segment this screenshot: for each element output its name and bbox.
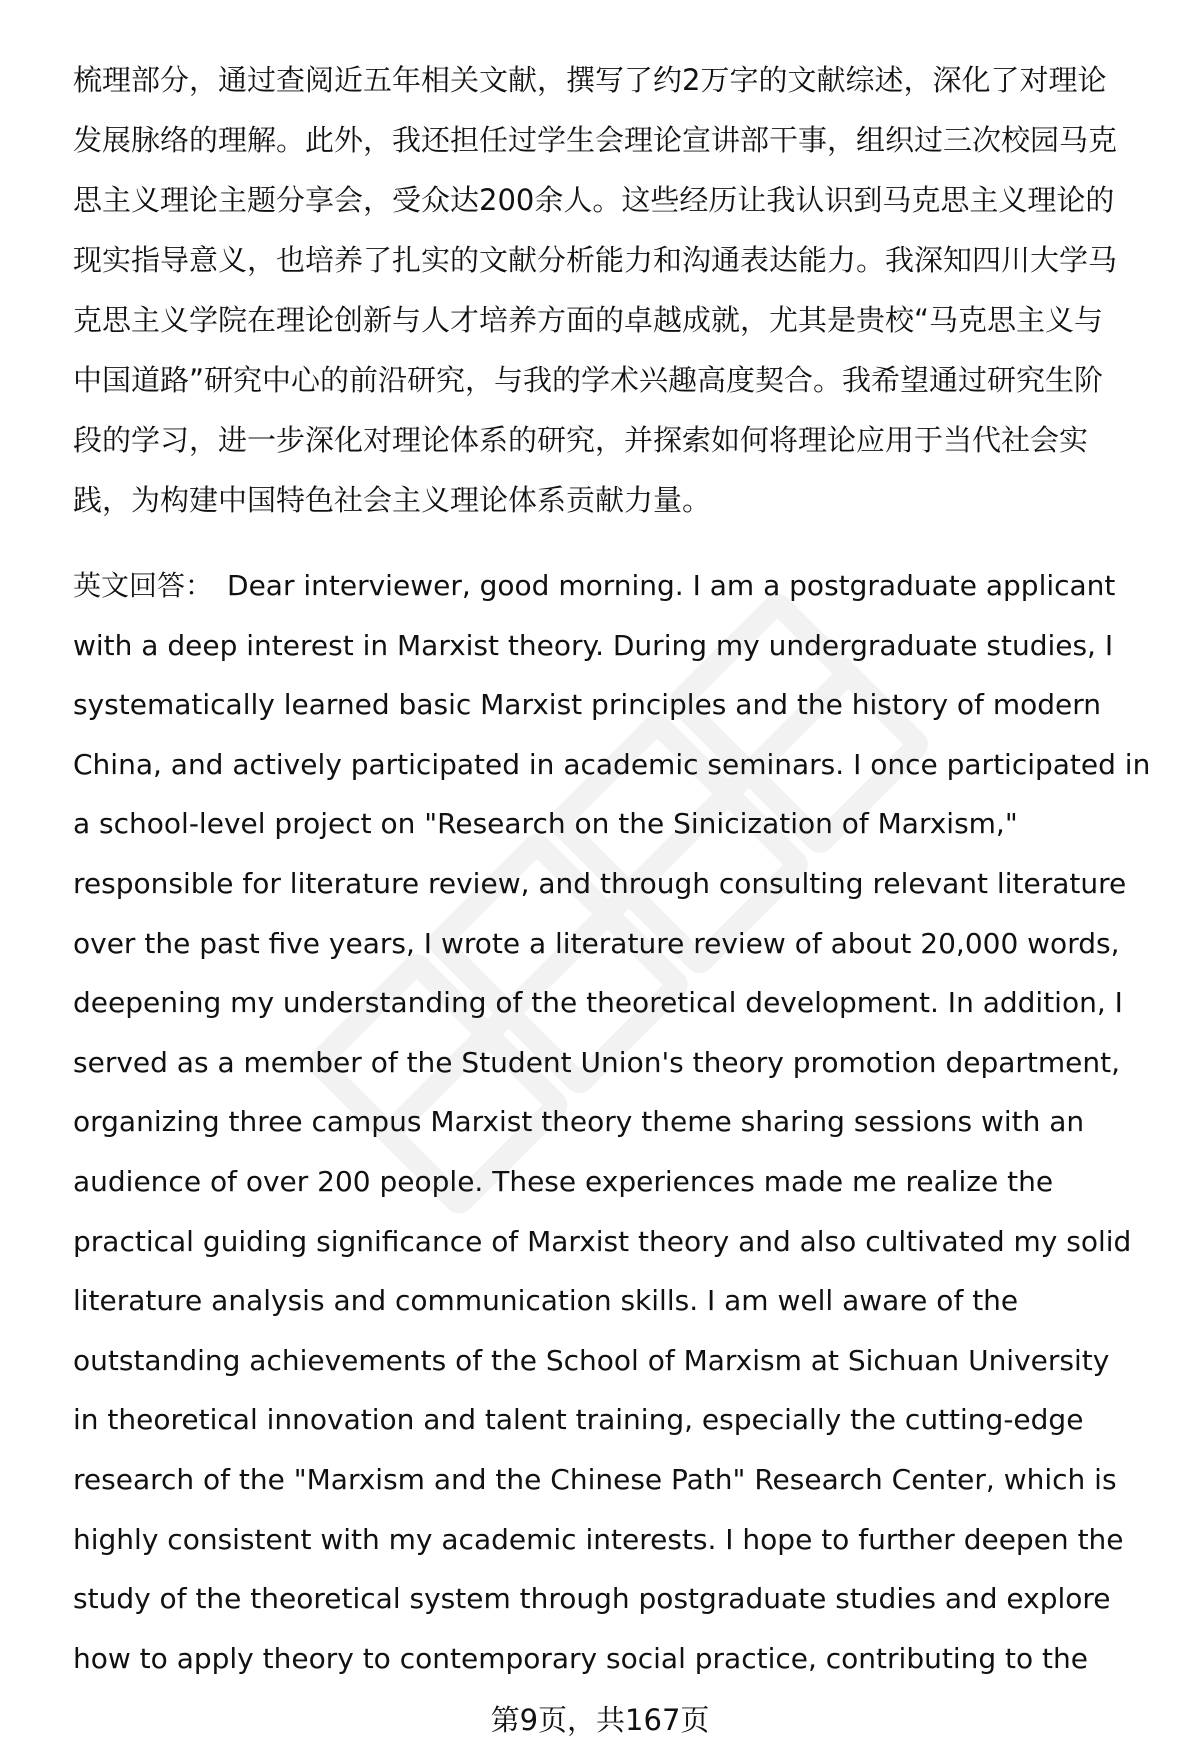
english-line: research of the "Marxism and the Chinese Path" Research Center, which is	[73, 1462, 1117, 1496]
english-answer-label: 英文回答：	[73, 569, 214, 602]
chinese-answer-paragraph	[73, 50, 1153, 530]
chinese-line: 梳理部分，通过查阅近五年相关文献，撰写了约2万字的文献综述，深化了对理论	[73, 63, 1107, 97]
english-line: study of the theoretical system through postgraduate studies and explore	[73, 1582, 1111, 1616]
chinese-line: 段的学习，进一步深化对理论体系的研究，并探索如何将理论应用于当代社会实	[73, 423, 1089, 457]
english-line: deepening my understanding of the theoretical development. In addition, I	[73, 986, 1123, 1020]
english-line: over the past five years, I wrote a literature review of about 20,000 words,	[73, 926, 1120, 960]
english-answer-paragraph	[73, 556, 1153, 1688]
english-line: systematically learned basic Marxist principles and the history of modern	[73, 688, 1101, 722]
chinese-line: 克思主义学院在理论创新与人才培养方面的卓越成就，尤其是贵校“马克思主义与	[73, 303, 1104, 337]
english-line: audience of over 200 people. These experiences made me realize the	[73, 1164, 1054, 1198]
english-first-line	[73, 556, 1153, 616]
chinese-line: 发展脉络的理解。此外，我还担任过学生会理论宣讲部干事，组织过三次校园马克	[73, 123, 1118, 157]
chinese-line: 中国道路”研究中心的前沿研究，与我的学术兴趣高度契合。我希望通过研究生阶	[73, 363, 1104, 397]
page-footer: 第9页，共167页	[490, 1703, 710, 1737]
chinese-line: 思主义理论主题分享会，受众达200余人。这些经历让我认识到马克思主义理论的	[73, 183, 1115, 217]
english-line: responsible for literature review, and through consulting relevant literature	[73, 866, 1127, 900]
english-line: a school-level project on "Research on the Sinicization of Marxism,"	[73, 807, 1018, 841]
chinese-line: 现实指导意义，也培养了扎实的文献分析能力和沟通表达能力。我深知四川大学马	[73, 243, 1118, 277]
english-line: how to apply theory to contemporary social practice, contributing to the	[73, 1641, 1088, 1675]
english-line: in theoretical innovation and talent training, especially the cutting-edge	[73, 1403, 1084, 1437]
english-line: China, and actively participated in academic seminars. I once participated in	[73, 747, 1151, 781]
english-line: with a deep interest in Marxist theory. During my undergraduate studies, I	[73, 628, 1114, 662]
english-line: practical guiding significance of Marxist theory and also cultivated my solid	[73, 1224, 1132, 1258]
chinese-line: 践，为构建中国特色社会主义理论体系贡献力量。	[73, 483, 712, 517]
english-line: outstanding achievements of the School of Marxism at Sichuan University	[73, 1343, 1110, 1377]
english-line: literature analysis and communication skills. I am well aware of the	[73, 1284, 1019, 1318]
english-line: served as a member of the Student Union's theory promotion department,	[73, 1045, 1120, 1079]
english-line: organizing three campus Marxist theory theme sharing sessions with an	[73, 1105, 1085, 1139]
english-line: highly consistent with my academic interests. I hope to further deepen the	[73, 1522, 1124, 1556]
english-line: Dear interviewer, good morning. I am a postgraduate applicant	[227, 569, 1116, 602]
